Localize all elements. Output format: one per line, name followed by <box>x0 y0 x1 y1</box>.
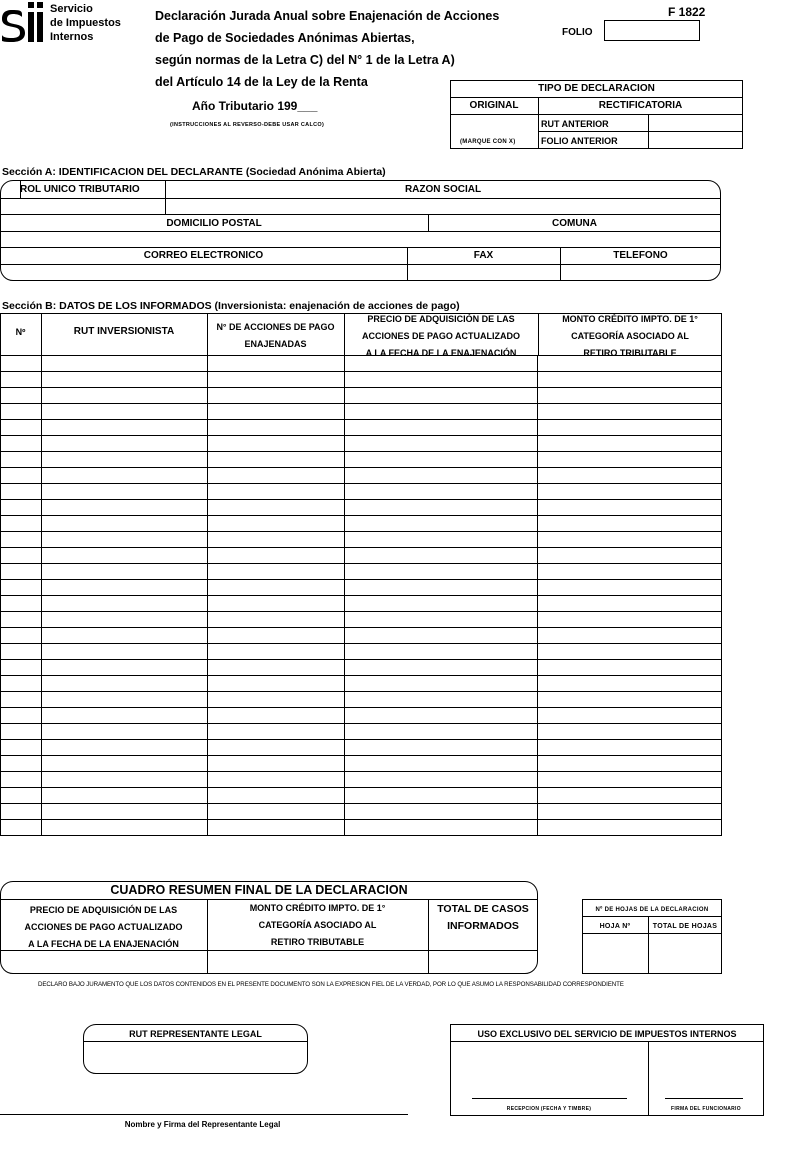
col-monto-line: RETIRO TRIBUTABLE <box>583 348 677 358</box>
table-cell[interactable] <box>538 788 722 804</box>
table-row <box>1 580 722 596</box>
table-cell[interactable] <box>207 532 344 548</box>
table-cell[interactable] <box>207 564 344 580</box>
title-line: del Artículo 14 de la Ley de la Renta <box>155 75 368 89</box>
table-cell[interactable] <box>1 612 42 628</box>
table-cell[interactable] <box>41 820 207 836</box>
table-cell[interactable] <box>344 612 538 628</box>
table-cell[interactable] <box>1 820 42 836</box>
table-cell[interactable] <box>207 708 344 724</box>
table-cell[interactable] <box>344 676 538 692</box>
rut-anterior-label: RUT ANTERIOR <box>541 119 609 129</box>
table-cell[interactable] <box>538 452 722 468</box>
table-cell[interactable] <box>41 804 207 820</box>
table-cell[interactable] <box>1 788 42 804</box>
table-row <box>1 516 722 532</box>
col-monto-line: CATEGORÍA ASOCIADO AL <box>571 331 689 341</box>
table-cell[interactable] <box>1 452 42 468</box>
col-acciones <box>207 319 344 353</box>
rut-representante-label: RUT REPRESENTANTE LEGAL <box>129 1029 262 1039</box>
table-row <box>1 372 722 388</box>
firma-representante-label: Nombre y Firma del Representante Legal <box>124 1120 281 1129</box>
table-cell[interactable] <box>41 660 207 676</box>
table-row <box>1 420 722 436</box>
table-row <box>1 788 722 804</box>
table-cell[interactable] <box>344 500 538 516</box>
org-name <box>50 2 121 44</box>
resumen-monto-field[interactable] <box>208 951 427 972</box>
table-cell[interactable] <box>207 548 344 564</box>
table-row <box>1 724 722 740</box>
table-cell[interactable] <box>41 484 207 500</box>
table-cell[interactable] <box>538 420 722 436</box>
informados-table <box>0 355 722 836</box>
rut-anterior-field[interactable] <box>649 115 742 131</box>
table-cell[interactable] <box>1 356 42 372</box>
table-cell[interactable] <box>344 564 538 580</box>
title-line: según normas de la Letra C) del N° 1 de la Letra A) <box>155 53 455 67</box>
table-cell[interactable] <box>207 580 344 596</box>
recepcion-label: RECEPCION (FECHA Y TIMBRE) <box>506 1106 592 1112</box>
table-cell[interactable] <box>41 372 207 388</box>
correo-field[interactable] <box>1 265 406 280</box>
sii-logo <box>0 0 46 44</box>
table-cell[interactable] <box>41 580 207 596</box>
table-cell[interactable] <box>344 484 538 500</box>
razon-label: RAZON SOCIAL <box>404 184 482 195</box>
declaro-text: DECLARO BAJO JURAMENTO QUE LOS DATOS CONTENIDOS EN EL PRESENTE DOCUMENTO SON LA EXPRESION FIEL DE LA VERDAD, POR LO QUE ASUMO LA RESPONSABILIDAD CORRESPONDIENTE <box>38 981 624 988</box>
table-cell[interactable] <box>207 724 344 740</box>
table-cell[interactable] <box>1 564 42 580</box>
resumen-total-field[interactable] <box>429 951 529 972</box>
table-cell[interactable] <box>344 532 538 548</box>
table-row <box>1 468 722 484</box>
table-cell[interactable] <box>538 468 722 484</box>
section-b-title: Sección B: DATOS DE LOS INFORMADOS (Inversionista: enajenación de acciones de pago) <box>2 300 460 312</box>
table-cell[interactable] <box>1 692 42 708</box>
resumen-monto-line: CATEGORÍA ASOCIADO AL <box>258 920 377 930</box>
firma-funcionario-label: FIRMA DEL FUNCIONARIO <box>671 1106 741 1112</box>
year-label: Año Tributario 199___ <box>192 99 318 113</box>
rol-label: ROL UNICO TRIBUTARIO <box>20 184 140 195</box>
table-cell[interactable] <box>344 820 538 836</box>
table-row <box>1 740 722 756</box>
table-cell[interactable] <box>1 724 42 740</box>
org-line: de Impuestos <box>50 17 121 29</box>
table-cell[interactable] <box>207 404 344 420</box>
table-cell[interactable] <box>538 484 722 500</box>
table-cell[interactable] <box>207 692 344 708</box>
table-cell[interactable] <box>1 772 42 788</box>
table-row <box>1 612 722 628</box>
uso-title: USO EXCLUSIVO DEL SERVICIO DE IMPUESTOS INTERNOS <box>477 1029 737 1039</box>
table-row <box>1 692 722 708</box>
razon-field[interactable] <box>166 199 720 213</box>
table-cell[interactable] <box>41 404 207 420</box>
table-cell[interactable] <box>538 708 722 724</box>
table-cell[interactable] <box>207 516 344 532</box>
table-cell[interactable] <box>41 500 207 516</box>
table-cell[interactable] <box>538 804 722 820</box>
table-cell[interactable] <box>207 452 344 468</box>
table-cell[interactable] <box>538 404 722 420</box>
table-cell[interactable] <box>207 388 344 404</box>
table-cell[interactable] <box>207 372 344 388</box>
rol-field[interactable] <box>1 199 164 213</box>
table-row <box>1 484 722 500</box>
table-cell[interactable] <box>538 500 722 516</box>
table-cell[interactable] <box>538 596 722 612</box>
table-cell[interactable] <box>207 740 344 756</box>
table-cell[interactable] <box>207 628 344 644</box>
table-cell[interactable] <box>41 388 207 404</box>
table-row <box>1 820 722 836</box>
table-cell[interactable] <box>41 548 207 564</box>
table-cell[interactable] <box>41 436 207 452</box>
table-row <box>1 436 722 452</box>
table-cell[interactable] <box>538 660 722 676</box>
comuna-label: COMUNA <box>552 218 597 229</box>
table-cell[interactable] <box>344 628 538 644</box>
firma-line <box>0 1114 408 1115</box>
table-cell[interactable] <box>207 356 344 372</box>
folio-label: FOLIO <box>562 27 593 38</box>
table-cell[interactable] <box>207 500 344 516</box>
telefono-label: TELEFONO <box>613 250 668 261</box>
table-row <box>1 356 722 372</box>
table-cell[interactable] <box>344 356 538 372</box>
table-cell[interactable] <box>538 372 722 388</box>
resumen-total-line: TOTAL DE CASOS <box>437 903 529 915</box>
section-a-title: Sección A: IDENTIFICACION DEL DECLARANTE (Sociedad Anónima Abierta) <box>2 166 386 178</box>
rut-representante-field[interactable] <box>90 1043 300 1071</box>
table-cell[interactable] <box>1 676 42 692</box>
table-cell[interactable] <box>538 564 722 580</box>
table-cell[interactable] <box>344 644 538 660</box>
table-cell[interactable] <box>344 788 538 804</box>
table-cell[interactable] <box>207 756 344 772</box>
col-monto-line: MONTO CRÉDITO IMPTO. DE 1° <box>562 314 698 324</box>
domicilio-field[interactable] <box>1 232 720 246</box>
table-cell[interactable] <box>1 500 42 516</box>
table-row <box>1 404 722 420</box>
table-cell[interactable] <box>344 756 538 772</box>
table-cell[interactable] <box>1 596 42 612</box>
table-cell[interactable] <box>41 628 207 644</box>
table-cell[interactable] <box>41 596 207 612</box>
resumen-monto-line: MONTO CRÉDITO IMPTO. DE 1° <box>249 903 386 913</box>
table-cell[interactable] <box>538 724 722 740</box>
table-cell[interactable] <box>207 660 344 676</box>
table-cell[interactable] <box>344 436 538 452</box>
folio-anterior-field[interactable] <box>649 132 742 148</box>
resumen-total-line: INFORMADOS <box>447 920 519 932</box>
table-cell[interactable] <box>344 660 538 676</box>
table-cell[interactable] <box>41 420 207 436</box>
table-cell[interactable] <box>538 820 722 836</box>
table-cell[interactable] <box>41 692 207 708</box>
table-cell[interactable] <box>538 516 722 532</box>
table-cell[interactable] <box>1 644 42 660</box>
table-cell[interactable] <box>344 580 538 596</box>
table-row <box>1 628 722 644</box>
table-cell[interactable] <box>538 692 722 708</box>
sii-logo-icon <box>0 0 46 44</box>
table-cell[interactable] <box>538 356 722 372</box>
title-line: de Pago de Sociedades Anónimas Abiertas, <box>155 31 415 45</box>
folio-field[interactable] <box>604 20 700 41</box>
table-cell[interactable] <box>207 436 344 452</box>
table-row <box>1 772 722 788</box>
table-row <box>1 676 722 692</box>
table-cell[interactable] <box>344 516 538 532</box>
table-cell[interactable] <box>41 772 207 788</box>
org-line: Internos <box>50 31 94 43</box>
table-cell[interactable] <box>1 436 42 452</box>
table-cell[interactable] <box>207 468 344 484</box>
table-row <box>1 548 722 564</box>
tipo-original[interactable]: ORIGINAL <box>469 100 519 111</box>
table-cell[interactable] <box>1 628 42 644</box>
hojas-hoja: HOJA Nº <box>599 923 631 930</box>
table-cell[interactable] <box>1 516 42 532</box>
resumen-precio-line: PRECIO DE ADQUISICIÓN DE LAS <box>29 905 178 915</box>
folio-anterior-label: FOLIO ANTERIOR <box>541 136 618 146</box>
table-cell[interactable] <box>344 804 538 820</box>
table-cell[interactable] <box>538 436 722 452</box>
table-cell[interactable] <box>1 404 42 420</box>
fax-label: FAX <box>473 250 494 261</box>
table-cell[interactable] <box>538 388 722 404</box>
table-row <box>1 660 722 676</box>
table-row <box>1 804 722 820</box>
resumen-title: CUADRO RESUMEN FINAL DE LA DECLARACION <box>110 883 408 897</box>
table-cell[interactable] <box>41 516 207 532</box>
table-cell[interactable] <box>538 676 722 692</box>
table-cell[interactable] <box>1 388 42 404</box>
form-title <box>155 5 499 93</box>
table-cell[interactable] <box>41 612 207 628</box>
resumen-precio-line: ACCIONES DE PAGO ACTUALIZADO <box>24 922 183 932</box>
table-cell[interactable] <box>41 644 207 660</box>
hojas-title: Nº DE HOJAS DE LA DECLARACION <box>595 907 709 913</box>
org-line: Servicio <box>50 3 93 15</box>
table-cell[interactable] <box>1 740 42 756</box>
col-acciones-line: N° DE ACCIONES DE PAGO <box>216 322 335 332</box>
table-cell[interactable] <box>1 372 42 388</box>
table-cell[interactable] <box>344 468 538 484</box>
table-cell[interactable] <box>344 372 538 388</box>
table-cell[interactable] <box>207 820 344 836</box>
table-cell[interactable] <box>41 468 207 484</box>
table-row <box>1 532 722 548</box>
table-cell[interactable] <box>344 772 538 788</box>
table-cell[interactable] <box>1 420 42 436</box>
table-cell[interactable] <box>41 740 207 756</box>
table-cell[interactable] <box>207 612 344 628</box>
table-cell[interactable] <box>207 788 344 804</box>
table-cell[interactable] <box>41 564 207 580</box>
table-cell[interactable] <box>538 756 722 772</box>
col-precio-line: PRECIO DE ADQUISICIÓN DE LAS <box>367 314 515 324</box>
table-cell[interactable] <box>1 660 42 676</box>
table-cell[interactable] <box>207 804 344 820</box>
marque-note: (MARQUE CON X) <box>460 139 516 145</box>
table-cell[interactable] <box>1 548 42 564</box>
resumen-precio-field[interactable] <box>1 951 206 972</box>
tipo-rectificatoria[interactable]: RECTIFICATORIA <box>598 100 683 111</box>
table-row <box>1 452 722 468</box>
table-row <box>1 708 722 724</box>
col-precio-line: A LA FECHA DE LA ENAJENACIÓN <box>365 348 517 358</box>
table-cell[interactable] <box>207 676 344 692</box>
table-cell[interactable] <box>344 548 538 564</box>
resumen-monto <box>207 900 428 951</box>
table-cell[interactable] <box>1 468 42 484</box>
table-row <box>1 644 722 660</box>
table-cell[interactable] <box>538 644 722 660</box>
table-cell[interactable] <box>41 356 207 372</box>
resumen-monto-line: RETIRO TRIBUTABLE <box>270 937 365 947</box>
table-cell[interactable] <box>344 388 538 404</box>
table-cell[interactable] <box>41 708 207 724</box>
total-hojas-field[interactable] <box>649 934 721 973</box>
table-cell[interactable] <box>41 756 207 772</box>
col-rut: RUT INVERSIONISTA <box>73 326 175 337</box>
table-cell[interactable] <box>344 452 538 468</box>
instructions-note: (INSTRUCCIONES AL REVERSO-DEBE USAR CALCO) <box>170 122 325 128</box>
title-line: Declaración Jurada Anual sobre Enajenación de Acciones <box>155 9 500 23</box>
table-cell[interactable] <box>344 596 538 612</box>
table-cell[interactable] <box>344 708 538 724</box>
resumen-precio-line: A LA FECHA DE LA ENAJENACIÓN <box>28 939 179 949</box>
table-cell[interactable] <box>1 708 42 724</box>
table-cell[interactable] <box>1 756 42 772</box>
table-cell[interactable] <box>1 484 42 500</box>
domicilio-label: DOMICILIO POSTAL <box>166 218 262 229</box>
hojas-total: TOTAL DE HOJAS <box>652 923 718 930</box>
table-cell[interactable] <box>41 452 207 468</box>
table-cell[interactable] <box>538 628 722 644</box>
table-row <box>1 500 722 516</box>
hoja-numero-field[interactable] <box>583 934 647 973</box>
table-cell[interactable] <box>344 740 538 756</box>
correo-label: CORREO ELECTRONICO <box>143 250 264 261</box>
table-cell[interactable] <box>538 532 722 548</box>
table-row <box>1 596 722 612</box>
table-cell[interactable] <box>344 420 538 436</box>
table-cell[interactable] <box>41 532 207 548</box>
table-cell[interactable] <box>538 612 722 628</box>
table-cell[interactable] <box>344 724 538 740</box>
fax-field[interactable] <box>408 265 559 280</box>
table-cell[interactable] <box>207 644 344 660</box>
table-cell[interactable] <box>41 724 207 740</box>
table-cell[interactable] <box>1 804 42 820</box>
table-cell[interactable] <box>344 404 538 420</box>
table-cell[interactable] <box>207 596 344 612</box>
table-cell[interactable] <box>1 532 42 548</box>
table-cell[interactable] <box>41 788 207 804</box>
table-cell[interactable] <box>538 740 722 756</box>
table-row <box>1 564 722 580</box>
table-cell[interactable] <box>538 772 722 788</box>
table-row <box>1 388 722 404</box>
table-cell[interactable] <box>538 548 722 564</box>
resumen-total <box>428 901 538 935</box>
col-no: Nº <box>15 327 26 337</box>
telefono-field[interactable] <box>561 265 720 280</box>
tipo-title: TIPO DE DECLARACION <box>538 83 655 94</box>
table-row <box>1 756 722 772</box>
col-acciones-line: ENAJENADAS <box>244 339 307 349</box>
table-cell[interactable] <box>207 420 344 436</box>
table-cell[interactable] <box>41 676 207 692</box>
col-precio-line: ACCIONES DE PAGO ACTUALIZADO <box>361 331 520 341</box>
table-cell[interactable] <box>538 580 722 596</box>
form-code: F 1822 <box>668 5 706 19</box>
table-cell[interactable] <box>207 772 344 788</box>
table-cell[interactable] <box>344 692 538 708</box>
table-cell[interactable] <box>207 484 344 500</box>
resumen-precio <box>0 902 207 953</box>
table-cell[interactable] <box>1 580 42 596</box>
